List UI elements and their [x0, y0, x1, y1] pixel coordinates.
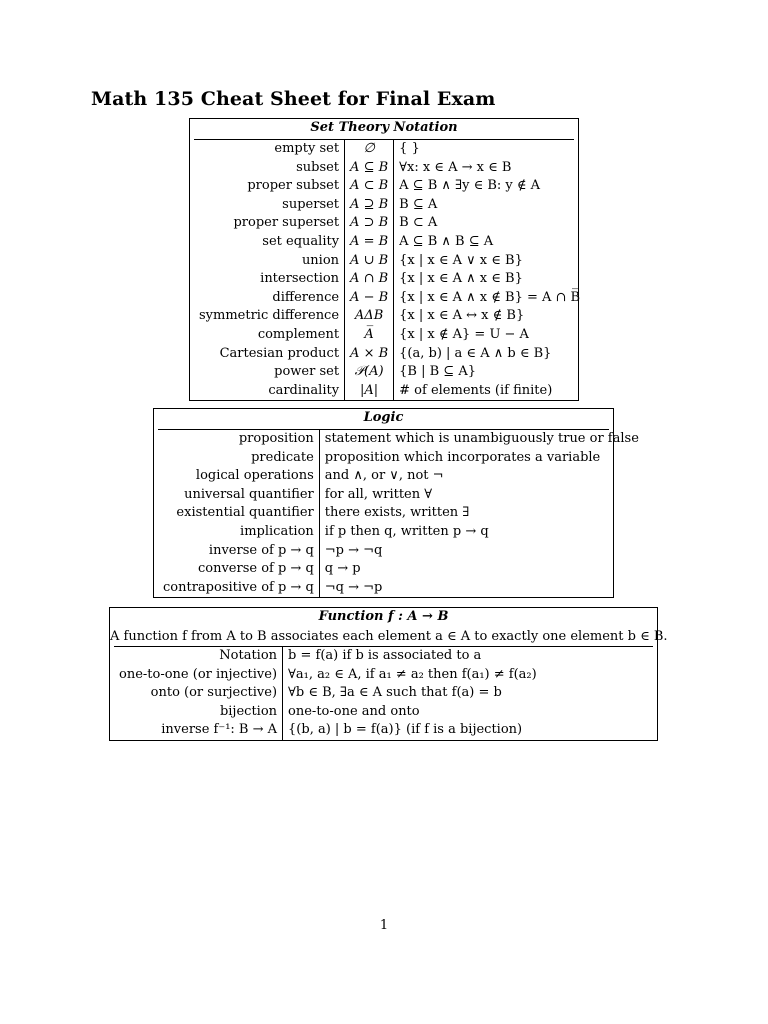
- set-theory-term: proper superset: [194, 214, 345, 233]
- set-theory-row: [194, 363, 585, 382]
- set-theory-definition: {x | x ∈ A ∧ x ∈ B}: [399, 271, 523, 287]
- function-term: bijection: [114, 703, 283, 722]
- set-theory-definition: # of elements (if finite): [399, 382, 553, 398]
- logic-table: [153, 408, 639, 598]
- function-row: [114, 721, 655, 740]
- set-theory-term: empty set: [194, 140, 345, 159]
- set-theory-term: cardinality: [194, 382, 345, 401]
- function-term: inverse f⁻¹: B → A: [114, 721, 283, 740]
- function-row: [114, 684, 655, 703]
- set-theory-term: Cartesian product: [194, 345, 345, 364]
- logic-definition: proposition which incorporates a variable: [324, 449, 601, 465]
- set-theory-row: [194, 382, 585, 401]
- logic-definition: ¬q → ¬p: [324, 579, 383, 595]
- function-row: [114, 703, 655, 722]
- set-theory-table: [189, 118, 579, 401]
- set-theory-term: symmetric difference: [194, 307, 345, 326]
- set-theory-symbol: ∅: [345, 140, 394, 159]
- set-theory-definition: {B | B ⊆ A}: [399, 364, 476, 380]
- logic-term: existential quantifier: [158, 504, 319, 523]
- function-term: Notation: [114, 647, 283, 666]
- function-grid: [114, 647, 655, 740]
- function-definition: {(b, a) | b = f(a)} (if f is a bijection): [288, 722, 523, 738]
- logic-definition: and ∧, or ∨, not ¬: [324, 468, 444, 484]
- function-intro: A function f from A to B associates each element a ∈ A to exactly one element b ∈ B.: [110, 629, 668, 644]
- set-theory-definition: B ⊂ A: [399, 215, 438, 231]
- logic-term: universal quantifier: [158, 486, 319, 505]
- set-theory-row: [194, 326, 585, 345]
- set-theory-symbol: A ⊂ B: [345, 177, 394, 196]
- logic-row: [158, 560, 644, 579]
- set-theory-symbol: A × B: [345, 345, 394, 364]
- logic-row: [158, 486, 644, 505]
- logic-grid: [158, 430, 644, 597]
- set-theory-row: [194, 159, 585, 178]
- set-theory-definition: A ⊆ B ∧ B ⊆ A: [399, 233, 494, 249]
- function-definition: ∀b ∈ B, ∃a ∈ A such that f(a) = b: [288, 685, 502, 701]
- set-theory-term: subset: [194, 159, 345, 178]
- logic-definition: there exists, written ∃: [324, 505, 470, 521]
- set-theory-symbol: A ⊃ B: [345, 214, 394, 233]
- logic-row: [158, 504, 644, 523]
- set-theory-definition: {x | x ∈ A ∧ x ∉ B} = A ∩ B̅: [399, 289, 581, 305]
- logic-row: [158, 523, 644, 542]
- logic-term: logical operations: [158, 467, 319, 486]
- logic-definition: if p then q, written p → q: [324, 523, 489, 539]
- set-theory-definition: A ⊆ B ∧ ∃y ∈ B: y ∉ A: [399, 178, 541, 194]
- logic-term: converse of p → q: [158, 560, 319, 579]
- function-heading: Function f : A → B: [318, 609, 449, 624]
- function-row: [114, 647, 655, 666]
- set-theory-heading: Set Theory Notation: [310, 120, 458, 135]
- function-term: one-to-one (or injective): [114, 666, 283, 685]
- set-theory-row: [194, 307, 585, 326]
- set-theory-definition: {x | x ∈ A ∨ x ∈ B}: [399, 252, 523, 268]
- set-theory-term: complement: [194, 326, 345, 345]
- set-theory-term: superset: [194, 196, 345, 215]
- set-theory-definition: {x | x ∉ A} = U − A: [399, 326, 529, 342]
- logic-term: proposition: [158, 430, 319, 449]
- logic-row: [158, 430, 644, 449]
- logic-definition: q → p: [324, 561, 361, 577]
- logic-row: [158, 467, 644, 486]
- logic-definition: ¬p → ¬q: [324, 542, 383, 558]
- logic-definition: for all, written ∀: [324, 486, 433, 502]
- set-theory-row: [194, 233, 585, 252]
- logic-row: [158, 579, 644, 598]
- set-theory-symbol: 𝒫(A): [345, 363, 394, 382]
- set-theory-symbol: |A|: [345, 382, 394, 401]
- logic-term: contrapositive of p → q: [158, 579, 319, 598]
- logic-row: [158, 542, 644, 561]
- logic-definition: statement which is unambiguously true or false: [324, 431, 639, 446]
- set-theory-term: intersection: [194, 270, 345, 289]
- function-definition: ∀a₁, a₂ ∈ A, if a₁ ≠ a₂ then f(a₁) ≠ f(a₂): [288, 666, 537, 682]
- set-theory-definition: {(a, b) | a ∈ A ∧ b ∈ B}: [399, 345, 552, 361]
- set-theory-row: [194, 177, 585, 196]
- set-theory-definition: B ⊆ A: [399, 196, 438, 212]
- set-theory-term: set equality: [194, 233, 345, 252]
- set-theory-row: [194, 252, 585, 271]
- set-theory-definition: {x | x ∈ A ↔ x ∉ B}: [399, 308, 525, 324]
- set-theory-symbol: A ∩ B: [345, 270, 394, 289]
- set-theory-term: power set: [194, 363, 345, 382]
- logic-term: inverse of p → q: [158, 542, 319, 561]
- set-theory-row: [194, 196, 585, 215]
- set-theory-row: [194, 270, 585, 289]
- function-definition: b = f(a) if b is associated to a: [288, 648, 482, 663]
- set-theory-row: [194, 289, 585, 308]
- logic-term: implication: [158, 523, 319, 542]
- set-theory-definition: ∀x: x ∈ A → x ∈ B: [399, 159, 512, 175]
- page-title: Math 135 Cheat Sheet for Final Exam: [91, 88, 496, 110]
- set-theory-row: [194, 140, 585, 159]
- logic-heading: Logic: [363, 410, 404, 425]
- function-row: [114, 666, 655, 685]
- set-theory-symbol: A ⊇ B: [345, 196, 394, 215]
- set-theory-term: difference: [194, 289, 345, 308]
- set-theory-symbol: A ⊆ B: [345, 159, 394, 178]
- set-theory-symbol: AΔB: [345, 307, 394, 326]
- logic-term: predicate: [158, 449, 319, 468]
- set-theory-row: [194, 214, 585, 233]
- function-table: [109, 607, 668, 741]
- set-theory-symbol: A ∪ B: [345, 252, 394, 271]
- function-term: onto (or surjective): [114, 684, 283, 703]
- set-theory-term: proper subset: [194, 177, 345, 196]
- logic-row: [158, 449, 644, 468]
- function-definition: one-to-one and onto: [288, 703, 420, 719]
- page-number: 1: [379, 918, 389, 933]
- set-theory-definition: { }: [399, 141, 420, 156]
- set-theory-term: union: [194, 252, 345, 271]
- set-theory-grid: [194, 140, 585, 400]
- set-theory-symbol: A − B: [345, 289, 394, 308]
- set-theory-symbol: A = B: [345, 233, 394, 252]
- set-theory-row: [194, 345, 585, 364]
- set-theory-symbol: A̅: [345, 326, 394, 345]
